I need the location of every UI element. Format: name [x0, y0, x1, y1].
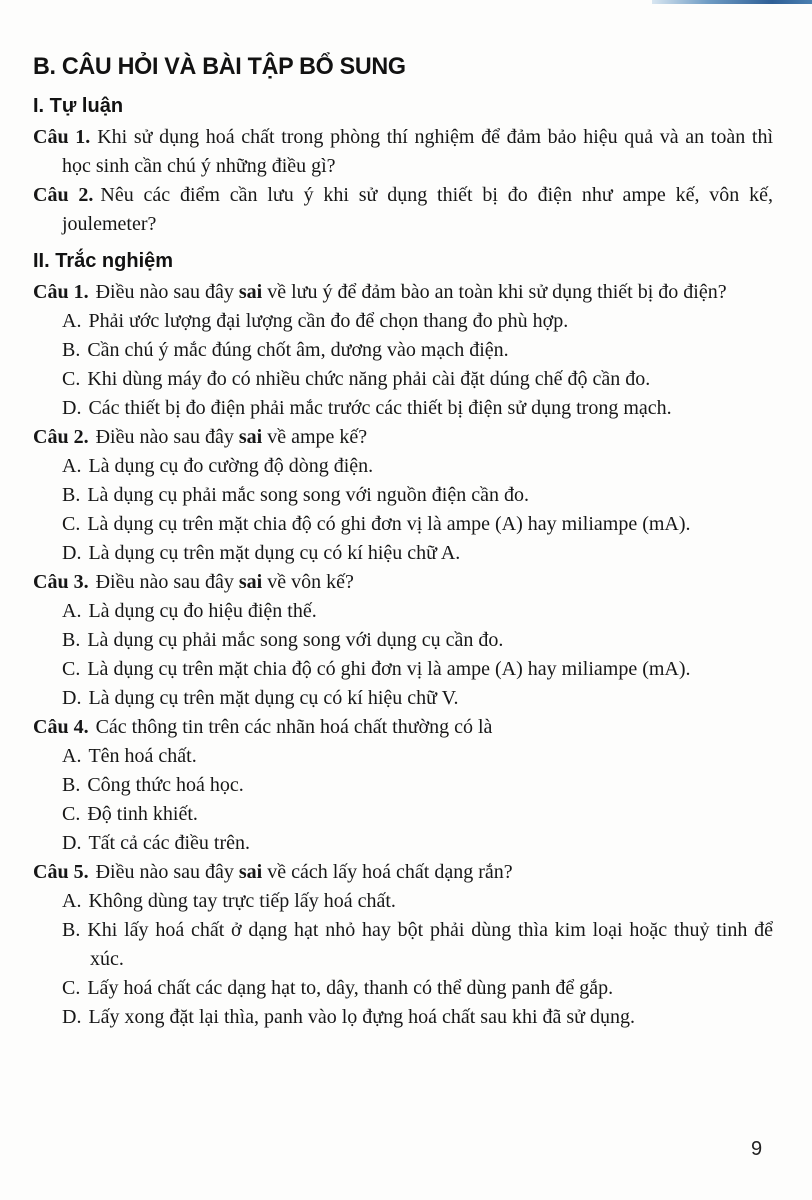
option-row — [62, 307, 773, 336]
option-letter: D. — [62, 397, 82, 419]
option-letter: C. — [62, 803, 81, 825]
option-row — [62, 684, 773, 713]
option-text: Là dụng cụ trên mặt dụng cụ có kí hiệu chữ A. — [88, 542, 461, 564]
question-text: Nêu các điểm cần lưu ý khi sử dụng thiết bị đo điện như ampe kế, vôn kế, joulemeter? — [62, 184, 773, 235]
option-text: Các thiết bị đo điện phải mắc trước các thiết bị điện sử dụng trong mạch. — [88, 397, 672, 419]
option-row — [62, 481, 773, 510]
option-text: Là dụng cụ trên mặt dụng cụ có kí hiệu chữ V. — [88, 687, 459, 709]
question-text-post: về cách lấy hoá chất dạng rắn? — [262, 861, 513, 883]
question-text-pre: Điều nào sau đây — [95, 426, 239, 448]
page-title: B. CÂU HỎI VÀ BÀI TẬP BỔ SUNG — [33, 53, 406, 80]
essay-question — [33, 123, 773, 181]
option-row — [62, 800, 773, 829]
question-bold-word: sai — [238, 571, 263, 593]
option-text: Lấy hoá chất các dạng hạt to, dây, thanh có thể dùng panh để gắp. — [87, 977, 614, 999]
option-letter: C. — [62, 513, 81, 535]
option-text: Là dụng cụ phải mắc song song với dụng cụ cần đo. — [87, 629, 504, 651]
option-letter: A. — [62, 890, 82, 912]
option-letter: C. — [62, 368, 81, 390]
section-heading-essay: I. Tự luận — [33, 95, 124, 117]
option-letter: B. — [62, 919, 81, 941]
option-text: Lấy xong đặt lại thìa, panh vào lọ đựng hoá chất sau khi đã sử dụng. — [88, 1006, 636, 1028]
option-letter: B. — [62, 339, 81, 361]
option-row — [62, 974, 773, 1003]
option-row — [62, 510, 773, 539]
option-row — [62, 336, 773, 365]
question-bold-word: sai — [238, 426, 263, 448]
question-label: Câu 1. — [33, 126, 91, 148]
option-text: Là dụng cụ đo hiệu điện thế. — [88, 600, 317, 622]
question-text-post: về ampe kế? — [262, 426, 368, 448]
option-text: Công thức hoá học. — [87, 774, 244, 796]
option-letter: B. — [62, 484, 81, 506]
option-row — [62, 365, 773, 394]
question-text-pre: Điều nào sau đây — [95, 281, 239, 303]
option-row — [62, 887, 773, 916]
option-row — [62, 452, 773, 481]
question-text-pre: Điều nào sau đây — [95, 861, 239, 883]
question-label: Câu 1. — [33, 281, 89, 303]
option-letter: A. — [62, 310, 82, 332]
option-text: Là dụng cụ đo cường độ dòng điện. — [88, 455, 374, 477]
question-text-pre: Các thông tin trên các nhãn hoá chất thường có là — [95, 716, 493, 738]
option-letter: D. — [62, 832, 82, 854]
question-text: Khi sử dụng hoá chất trong phòng thí nghiệm để đảm bảo hiệu quả và an toàn thì học sinh cần chú ý những điều gì? — [62, 126, 773, 177]
option-text: Cần chú ý mắc đúng chốt âm, dương vào mạch điện. — [87, 339, 509, 361]
option-row — [62, 655, 773, 684]
question-label: Câu 5. — [33, 861, 89, 883]
option-row — [62, 742, 773, 771]
quiz-question — [33, 423, 773, 452]
option-row — [62, 916, 773, 974]
quiz-question — [33, 278, 773, 307]
option-row — [62, 539, 773, 568]
page-content — [33, 50, 773, 1032]
question-text-post: về lưu ý để đảm bào an toàn khi sử dụng thiết bị đo điện? — [262, 281, 727, 303]
option-row — [62, 771, 773, 800]
option-row — [62, 1003, 773, 1032]
option-letter: A. — [62, 745, 82, 767]
option-row — [62, 394, 773, 423]
option-text: Là dụng cụ trên mặt chia độ có ghi đơn vị là ampe (A) hay miliampe (mA). — [87, 658, 691, 680]
option-letter: A. — [62, 455, 82, 477]
option-row — [62, 829, 773, 858]
option-letter: C. — [62, 658, 81, 680]
option-text: Tên hoá chất. — [88, 745, 197, 767]
option-row — [62, 597, 773, 626]
top-edge-accent-line — [652, 0, 812, 4]
quiz-question — [33, 713, 773, 742]
quiz-question — [33, 568, 773, 597]
quiz-section — [33, 278, 773, 1032]
question-bold-word: sai — [238, 861, 263, 883]
option-text: Độ tinh khiết. — [87, 803, 198, 825]
question-bold-word: sai — [238, 281, 263, 303]
option-letter: A. — [62, 600, 82, 622]
question-label: Câu 2. — [33, 426, 89, 448]
option-text: Khi dùng máy đo có nhiều chức năng phải cài đặt dúng chế độ cần đo. — [87, 368, 651, 390]
option-text: Không dùng tay trực tiếp lấy hoá chất. — [88, 890, 396, 912]
question-label: Câu 2. — [33, 184, 94, 206]
option-row — [62, 626, 773, 655]
question-text-post: về vôn kế? — [262, 571, 354, 593]
question-label: Câu 3. — [33, 571, 89, 593]
option-text: Tất cả các điều trên. — [88, 832, 251, 854]
essay-question — [33, 181, 773, 239]
option-text: Là dụng cụ trên mặt chia độ có ghi đơn vị là ampe (A) hay miliampe (mA). — [87, 513, 691, 535]
option-text: Là dụng cụ phải mắc song song với nguồn điện cần đo. — [87, 484, 529, 506]
option-letter: D. — [62, 542, 82, 564]
option-letter: D. — [62, 687, 82, 709]
option-letter: D. — [62, 1006, 82, 1028]
option-text: Khi lấy hoá chất ở dạng hạt nhỏ hay bột phải dùng thìa kim loại hoặc thuỷ tinh để xúc. — [87, 919, 773, 970]
question-text-pre: Điều nào sau đây — [95, 571, 239, 593]
option-letter: C. — [62, 977, 81, 999]
quiz-question — [33, 858, 773, 887]
option-text: Phải ước lượng đại lượng cần đo để chọn thang đo phù hợp. — [88, 310, 569, 332]
section-heading-quiz: II. Trắc nghiệm — [33, 250, 174, 272]
question-label: Câu 4. — [33, 716, 89, 738]
option-letter: B. — [62, 774, 81, 796]
essay-section — [33, 123, 773, 239]
page-number: 9 — [751, 1138, 763, 1160]
option-letter: B. — [62, 629, 81, 651]
